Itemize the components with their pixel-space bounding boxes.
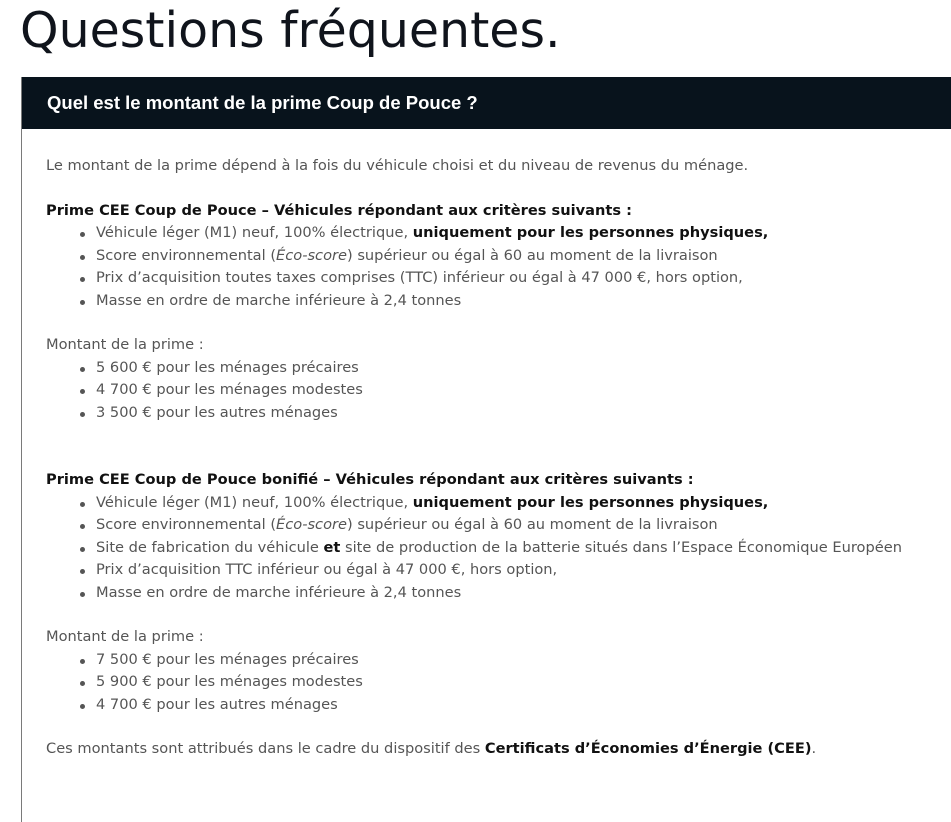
footer-text: Ces montants sont attribués dans le cadre du dispositif des bbox=[46, 740, 485, 757]
list-item bbox=[46, 582, 951, 605]
page-title: Questions fréquentes. bbox=[20, 2, 561, 59]
list-item bbox=[46, 514, 951, 537]
footer-strong: Certificats d’Économies d’Énergie (CEE) bbox=[484, 740, 812, 757]
criterion-text: Véhicule léger (M1) neuf, 100% électrique, bbox=[96, 224, 413, 241]
list-item bbox=[46, 222, 951, 245]
answer-footer bbox=[46, 738, 951, 761]
section2-heading: Prime CEE Coup de Pouce bonifié – Véhicules répondant aux critères suivants : bbox=[46, 471, 694, 488]
list-item bbox=[46, 290, 951, 313]
criterion-text: Masse en ordre de marche inférieure à 2,4 tonnes bbox=[96, 583, 462, 601]
criterion-text: Site de fabrication du véhicule bbox=[96, 538, 324, 556]
list-item bbox=[46, 492, 951, 515]
criterion-strong: uniquement pour les personnes physiques, bbox=[412, 493, 769, 511]
section2-amounts-list bbox=[46, 649, 951, 717]
list-item: 4 700 € pour les ménages modestes bbox=[46, 379, 951, 402]
list-item bbox=[46, 537, 951, 560]
section1-criteria-list bbox=[46, 222, 951, 312]
criterion-text: Véhicule léger (M1) neuf, 100% électrique, bbox=[96, 493, 413, 511]
criterion-emphasis: Éco-score bbox=[276, 516, 347, 533]
section1-amount-label: Montant de la prime : bbox=[46, 336, 204, 353]
criterion-text: Prix d’acquisition TTC inférieur ou égal à 47 000 €, hors option, bbox=[96, 561, 558, 578]
criterion-text: ) supérieur ou égal à 60 au moment de la livraison bbox=[347, 516, 718, 533]
answer-intro: Le montant de la prime dépend à la fois du véhicule choisi et du niveau de revenus du ménage. bbox=[46, 157, 749, 174]
faq-question-text: Quel est le montant de la prime Coup de Pouce ? bbox=[47, 92, 478, 113]
list-item: 7 500 € pour les ménages précaires bbox=[46, 649, 951, 672]
footer-text: . bbox=[811, 740, 817, 757]
criterion-strong: uniquement pour les personnes physiques, bbox=[412, 224, 769, 241]
list-item bbox=[46, 245, 951, 268]
criterion-text: Prix d’acquisition toutes taxes comprises (TTC) inférieur ou égal à 47 000 €, hors option, bbox=[96, 269, 743, 286]
faq-answer bbox=[22, 129, 951, 761]
section2-amount-label: Montant de la prime : bbox=[46, 628, 204, 645]
criterion-text: Score environnemental ( bbox=[96, 516, 277, 533]
faq-item bbox=[21, 77, 951, 822]
list-item bbox=[46, 267, 951, 290]
criterion-strong: et bbox=[323, 538, 341, 556]
section1-amounts-list bbox=[46, 357, 951, 425]
section2-criteria-list bbox=[46, 492, 951, 605]
section1-heading: Prime CEE Coup de Pouce – Véhicules répondant aux critères suivants : bbox=[46, 201, 632, 219]
criterion-emphasis: Éco-score bbox=[276, 246, 347, 264]
list-item: 3 500 € pour les autres ménages bbox=[46, 402, 951, 425]
criterion-text: Masse en ordre de marche inférieure à 2,4 tonnes bbox=[96, 291, 462, 309]
list-item bbox=[46, 559, 951, 582]
faq-question-header[interactable] bbox=[22, 77, 951, 129]
criterion-text: Score environnemental ( bbox=[96, 246, 277, 264]
criterion-text: ) supérieur ou égal à 60 au moment de la livraison bbox=[347, 246, 718, 264]
criterion-text: site de production de la batterie situés dans l’Espace Économique Européen bbox=[340, 538, 902, 556]
list-item: 4 700 € pour les autres ménages bbox=[46, 694, 951, 717]
list-item: 5 600 € pour les ménages précaires bbox=[46, 357, 951, 380]
list-item: 5 900 € pour les ménages modestes bbox=[46, 671, 951, 694]
